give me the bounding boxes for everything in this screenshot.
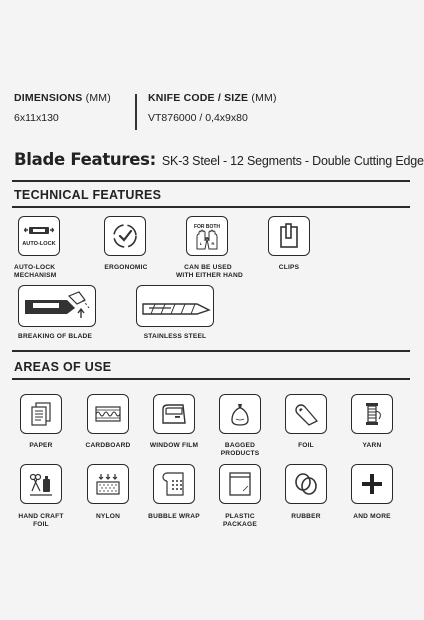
bag-icon bbox=[219, 394, 261, 434]
rubber-icon bbox=[285, 464, 327, 504]
auto-lock-icon bbox=[18, 216, 60, 256]
dimensions-label: DIMENSIONS bbox=[14, 92, 83, 104]
svg-text:L: L bbox=[199, 241, 203, 246]
feature-label: STAINLESS STEEL bbox=[143, 333, 207, 340]
blade-features-title: Blade Features: bbox=[14, 150, 156, 169]
divider-line bbox=[12, 378, 410, 380]
area-label: BAGGED PRODUCTS bbox=[220, 442, 260, 457]
dimensions-col bbox=[14, 92, 111, 124]
area-label: PLASTIC PACKAGE bbox=[223, 513, 257, 528]
area-label: YARN bbox=[362, 442, 382, 449]
feature-label: BREAKING OF BLADE bbox=[18, 333, 93, 340]
feature-label: CLIPS bbox=[278, 264, 300, 271]
feature-label: AUTO-LOCK MECHANISM bbox=[14, 264, 57, 279]
knife-code-value: VT876000 / 0,4x9x80 bbox=[148, 112, 248, 124]
blade-features bbox=[14, 150, 424, 170]
area-label: CARDBOARD bbox=[85, 442, 131, 449]
knife-code-col bbox=[148, 92, 277, 124]
yarn-icon bbox=[351, 394, 393, 434]
bubble-wrap-icon bbox=[153, 464, 195, 504]
cardboard-icon bbox=[87, 394, 129, 434]
area-label: FOIL bbox=[298, 442, 314, 449]
blade-break-icon bbox=[18, 285, 96, 327]
area-label: PAPER bbox=[29, 442, 53, 449]
feature-label: CAN BE USED WITH EITHER HAND bbox=[176, 264, 243, 279]
blade-features-text: SK-3 Steel - 12 Segments - Double Cutting Edge bbox=[161, 154, 424, 168]
hands-icon bbox=[186, 216, 228, 256]
area-label: BUBBLE WRAP bbox=[148, 513, 200, 520]
area-label: HAND CRAFT FOIL bbox=[18, 513, 64, 528]
area-label: WINDOW FILM bbox=[149, 442, 199, 449]
knife-code-unit: (MM) bbox=[251, 92, 277, 104]
technical-features-title: TECHNICAL FEATURES bbox=[14, 188, 162, 202]
foil-icon bbox=[285, 394, 327, 434]
window-film-icon bbox=[153, 394, 195, 434]
auto-lock-badge: AUTO-LOCK bbox=[22, 241, 56, 247]
plastic-package-icon bbox=[219, 464, 261, 504]
area-label: RUBBER bbox=[291, 513, 321, 520]
hand-craft-icon bbox=[20, 464, 62, 504]
svg-text:R: R bbox=[211, 241, 215, 246]
divider-line bbox=[12, 206, 410, 208]
knife-code-label: KNIFE CODE / SIZE bbox=[148, 92, 249, 104]
stainless-blade-icon bbox=[136, 285, 214, 327]
area-label: AND MORE bbox=[353, 513, 391, 520]
areas-of-use-title: AREAS OF USE bbox=[14, 360, 112, 374]
dimensions-block bbox=[14, 92, 414, 132]
plus-icon bbox=[351, 464, 393, 504]
paper-icon bbox=[20, 394, 62, 434]
divider-line bbox=[12, 180, 410, 182]
hands-badge: FOR BOTH bbox=[193, 224, 221, 230]
divider-line bbox=[12, 350, 410, 352]
clip-icon bbox=[268, 216, 310, 256]
nylon-icon bbox=[87, 464, 129, 504]
ergonomic-icon bbox=[104, 216, 146, 256]
dimensions-unit: (MM) bbox=[85, 92, 111, 104]
dimensions-value: 6x11x130 bbox=[14, 112, 59, 124]
divider bbox=[135, 94, 137, 130]
feature-label: ERGONOMIC bbox=[104, 264, 148, 271]
area-label: NYLON bbox=[95, 513, 121, 520]
